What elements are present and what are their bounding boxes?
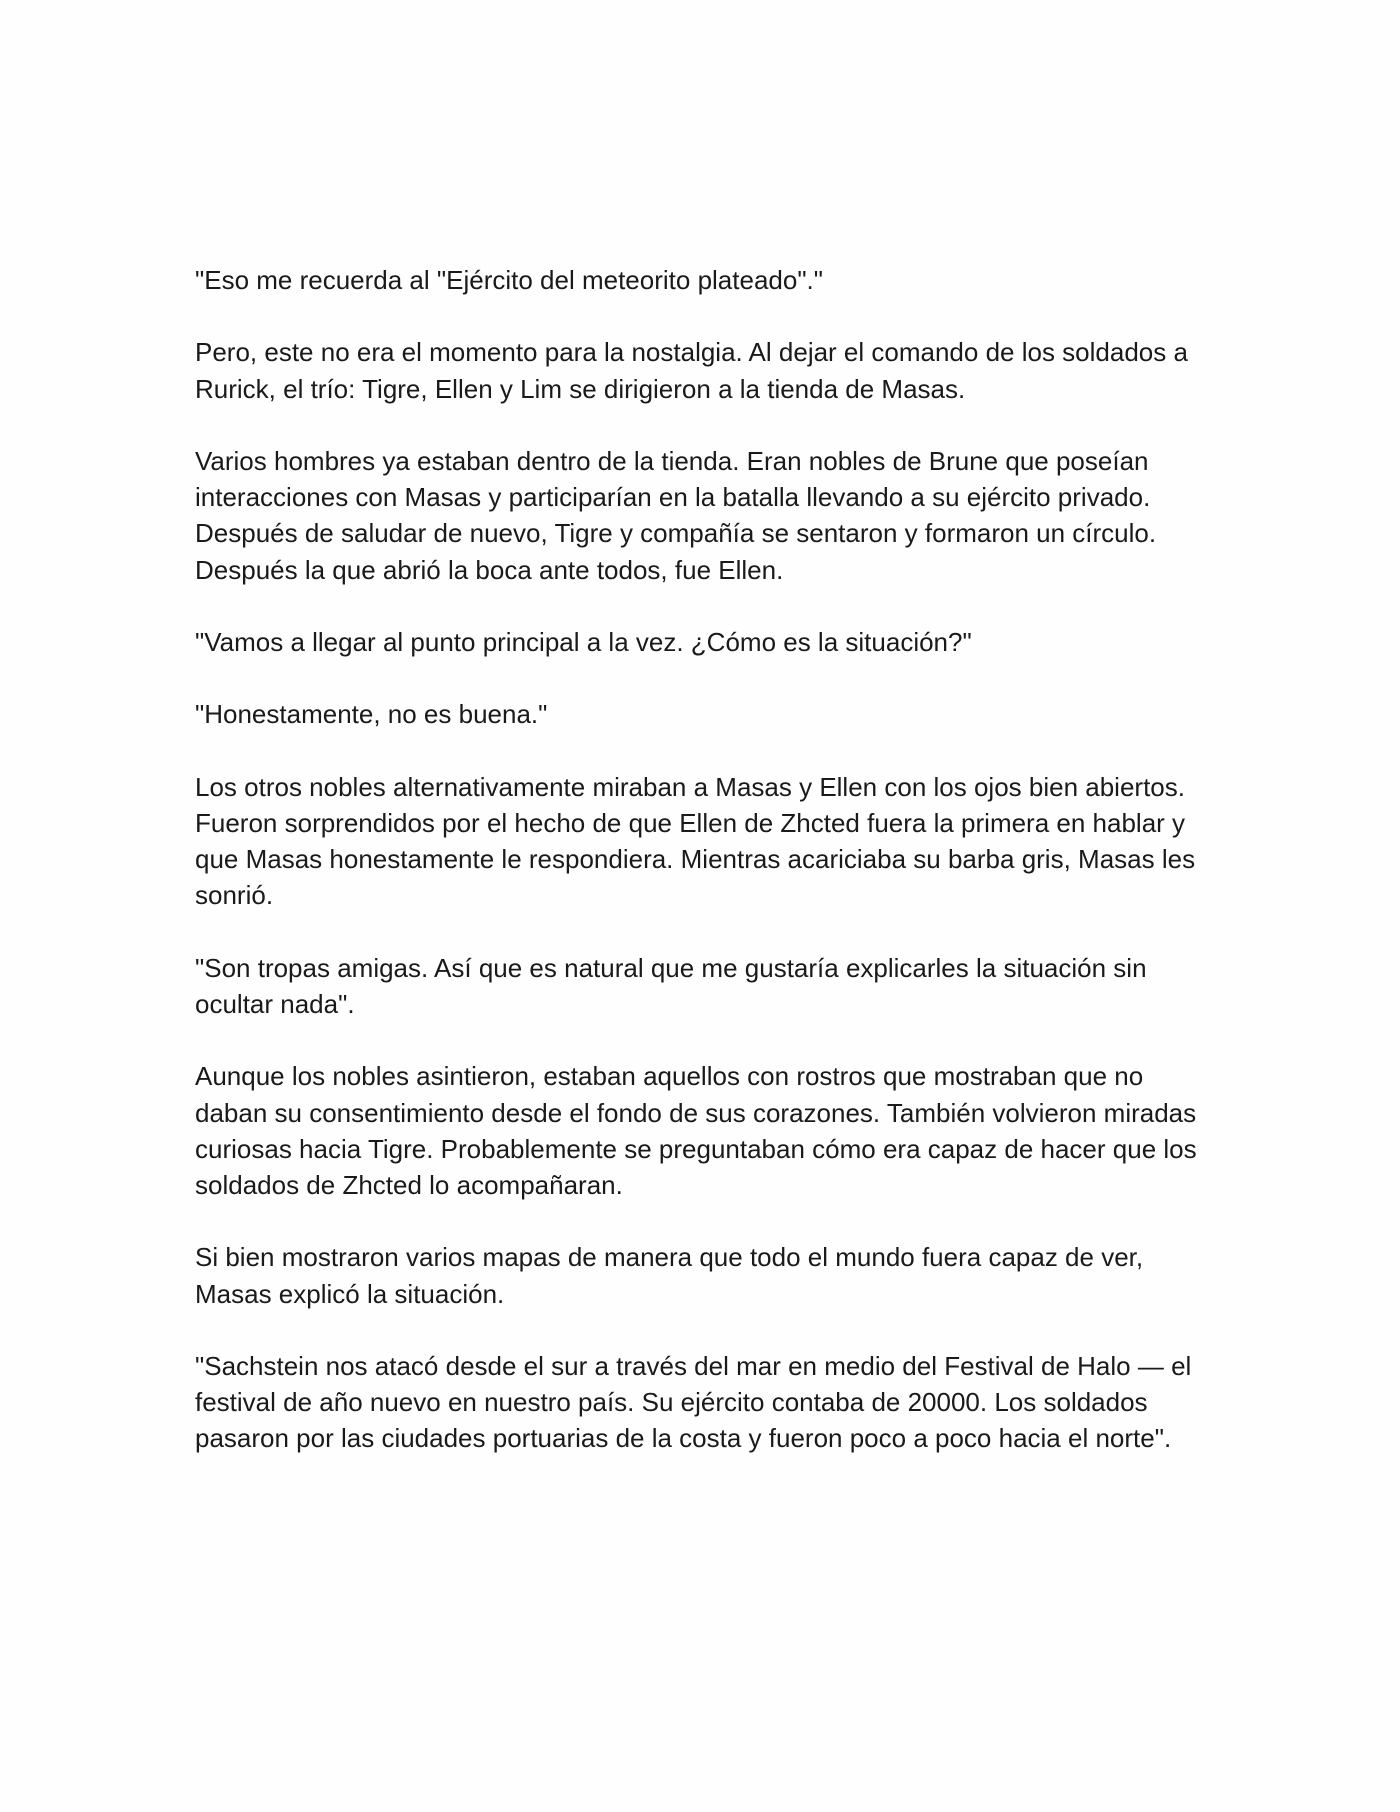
document-body — [195, 262, 1215, 1457]
paragraph-6: Los otros nobles alternativamente miraban a Masas y Ellen con los ojos bien abiertos. Fueron sorprendidos por el hecho de que Ellen de Zhcted fuera la primera en hablar y que Masas honestamente le respondiera. Mientras acariciaba su barba gris, Masas les sonrió. — [195, 771, 1196, 911]
paragraph-2: Pero, este no era el momento para la nostalgia. Al dejar el comando de los soldados a Rurick, el trío: Tigre, Ellen y Lim se dirigieron a la tienda de Masas. — [195, 337, 1188, 404]
paragraph-8: Aunque los nobles asintieron, estaban aquellos con rostros que mostraban que no daban su consentimiento desde el fondo de sus corazones. También volvieron miradas curiosas hacia Tigre. Probablemente se preguntaban cómo era capaz de hacer que los soldados de Zhcted lo acompañaran. — [195, 1061, 1197, 1200]
paragraph-9: Si bien mostraron varios mapas de manera que todo el mundo fuera capaz de ver, Masas explicó la situación. — [195, 1242, 1144, 1309]
paragraph-3: Varios hombres ya estaban dentro de la tienda. Eran nobles de Brune que poseían interacciones con Masas y participarían en la batalla llevando a su ejército privado. Después de saludar de nuevo, Tigre y compañía se sentaron y formaron un círculo. Después la que abrió la boca ante todos, fue Ellen. — [195, 445, 1157, 585]
paragraph-10: "Sachstein nos atacó desde el sur a través del mar en medio del Festival de Halo — el festival de año nuevo en nuestro país. Su ejército contaba de 20000. Los soldados pasaron por las ciudades portuarias de la costa y fueron poco a poco hacia el norte". — [195, 1350, 1192, 1454]
paragraph-5: "Honestamente, no es buena." — [195, 699, 548, 730]
paragraph-7: "Son tropas amigas. Así que es natural que me gustaría explicarles la situación sin ocultar nada". — [195, 952, 1147, 1019]
paragraph-4: "Vamos a llegar al punto principal a la vez. ¿Cómo es la situación?" — [195, 626, 972, 657]
paragraph-1: "Eso me recuerda al "Ejército del meteorito plateado"." — [195, 265, 824, 295]
